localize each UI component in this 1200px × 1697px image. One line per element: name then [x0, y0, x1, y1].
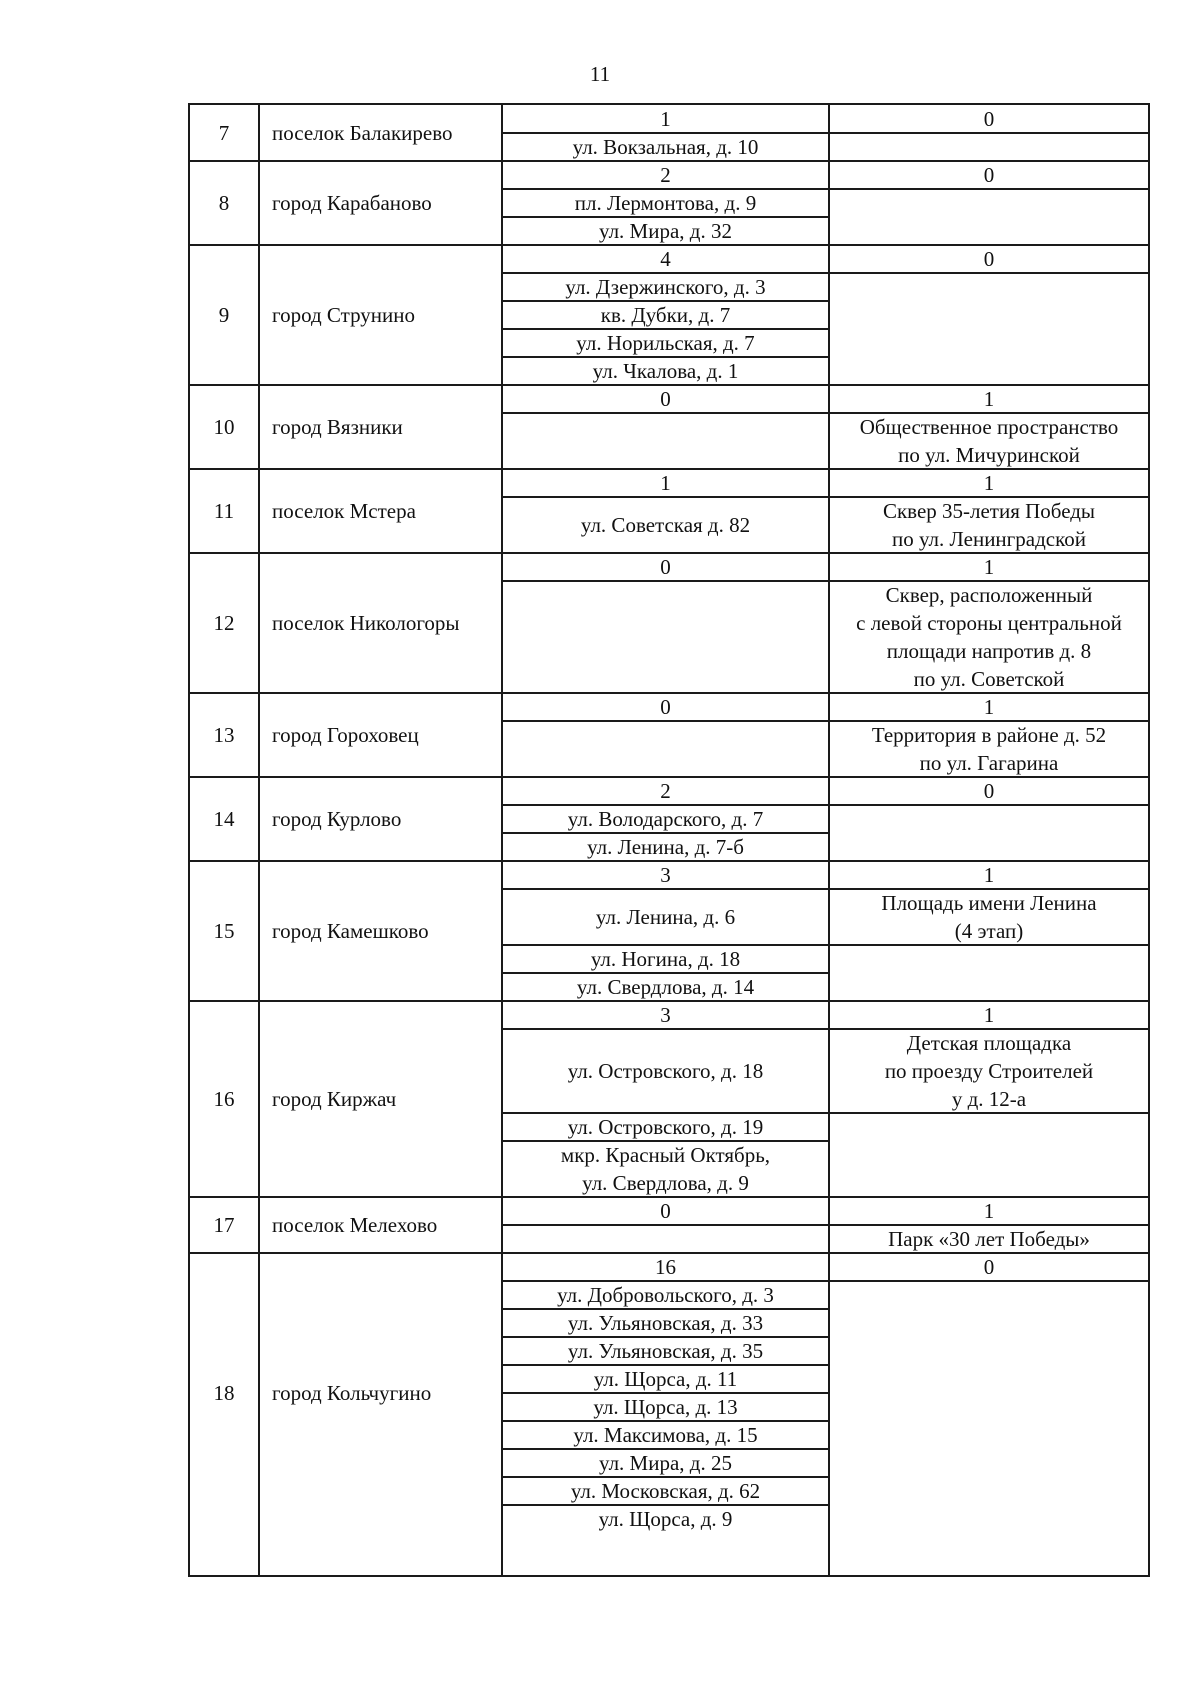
yard-address-line: ул. Володарского, д. 7 — [567, 807, 764, 831]
yard-address-lines — [576, 329, 754, 357]
yard-count: 0 — [660, 387, 671, 411]
public-space-count: 0 — [983, 1255, 995, 1279]
public-space-count: 1 — [983, 1199, 995, 1223]
yard-address-lines — [601, 301, 730, 329]
yard-address-cell — [503, 1309, 828, 1337]
public-space-line: Парк «30 лет Победы» — [888, 1227, 1090, 1251]
yard-address-cell — [503, 301, 828, 329]
yard-count: 0 — [660, 1199, 671, 1223]
settlement-name: поселок Мстера — [272, 499, 416, 523]
yard-address-line: ул. Щорса, д. 11 — [593, 1367, 738, 1391]
yard-address-lines — [581, 511, 750, 539]
settlement-name: поселок Мелехово — [272, 1213, 438, 1237]
public-space-lines — [872, 721, 1106, 777]
yard-address-cell — [503, 1029, 828, 1113]
public-space-line: по проезду Строителей — [884, 1059, 1094, 1083]
public-space-cell — [830, 273, 1148, 385]
public-space-line: Сквер, расположенный — [885, 583, 1093, 607]
yard-address-cell — [503, 973, 828, 1001]
yard-address-line: мкр. Красный Октябрь, — [560, 1143, 771, 1167]
yard-address-line: ул. Добровольского, д. 3 — [557, 1283, 774, 1307]
yard-address-cell — [503, 721, 828, 777]
yard-address-cell — [503, 945, 828, 973]
page-number: 11 — [589, 62, 611, 86]
yard-address-cell — [503, 1281, 828, 1309]
public-space-lines — [885, 1029, 1093, 1113]
settlement-name: поселок Балакирево — [272, 121, 453, 145]
yard-address-cell — [503, 805, 828, 833]
public-space-line: по ул. Советской — [913, 667, 1065, 691]
public-space-line: (4 этап) — [954, 919, 1024, 943]
yard-address-lines — [593, 357, 739, 385]
settlement-name: город Киржач — [272, 1087, 397, 1111]
yard-address-lines — [599, 1505, 733, 1533]
yard-address-lines — [573, 1421, 757, 1449]
row-number: 9 — [218, 303, 230, 327]
table-bottom-border — [188, 1575, 1150, 1577]
public-space-cell — [830, 1225, 1148, 1253]
public-space-line: по ул. Мичуринской — [898, 443, 1080, 467]
yard-address-lines — [561, 1141, 770, 1197]
settlement-name: поселок Никологоры — [272, 611, 460, 635]
yard-count: 4 — [660, 247, 671, 271]
yard-address-line: ул. Ногина, д. 18 — [590, 947, 741, 971]
public-space-lines — [881, 889, 1096, 945]
yard-address-lines — [568, 1337, 763, 1365]
yard-address-cell — [503, 889, 828, 945]
yard-address-cell — [503, 581, 828, 693]
settlement-name: город Карабаново — [272, 191, 432, 215]
row-number: 14 — [213, 807, 235, 831]
yard-address-lines — [568, 1309, 763, 1337]
yard-address-lines — [557, 1281, 774, 1309]
public-space-count: 1 — [983, 387, 995, 411]
yard-address-line: ул. Вокзальная, д. 10 — [572, 135, 759, 159]
yard-address-cell — [503, 497, 828, 553]
yard-address-lines — [596, 903, 735, 931]
yard-address-cell — [503, 273, 828, 301]
row-number: 18 — [213, 1381, 235, 1405]
public-space-count: 0 — [983, 107, 995, 131]
yard-count: 1 — [660, 107, 671, 131]
public-space-lines — [856, 581, 1122, 693]
yard-address-line: кв. Дубки, д. 7 — [600, 303, 731, 327]
public-space-count: 1 — [983, 695, 995, 719]
public-space-count: 1 — [983, 555, 995, 579]
yard-address-cell — [503, 1337, 828, 1365]
row-number: 10 — [213, 415, 235, 439]
yard-address-line: ул. Ленина, д. 6 — [595, 905, 736, 929]
row-number: 12 — [213, 611, 235, 635]
yard-address-lines — [565, 273, 765, 301]
yard-address-lines — [599, 1449, 732, 1477]
yard-address-cell — [503, 833, 828, 861]
settlement-name: город Вязники — [272, 415, 403, 439]
row-number: 15 — [213, 919, 235, 943]
public-space-line: площади напротив д. 8 — [886, 639, 1092, 663]
public-space-line: Общественное пространство — [859, 415, 1119, 439]
settlement-name: город Камешково — [272, 919, 429, 943]
settlement-name: город Кольчугино — [272, 1381, 432, 1405]
public-space-count: 1 — [983, 863, 995, 887]
public-space-line: по ул. Гагарина — [919, 751, 1059, 775]
yard-count: 2 — [660, 779, 671, 803]
settlement-name: город Гороховец — [272, 723, 419, 747]
yard-address-lines — [571, 1477, 760, 1505]
yard-address-cell — [503, 413, 828, 469]
yard-address-cell — [503, 1365, 828, 1393]
public-space-cell — [830, 945, 1148, 1001]
yard-count: 0 — [660, 555, 671, 579]
public-space-line: Площадь имени Ленина — [881, 891, 1097, 915]
yard-address-line: ул. Норильская, д. 7 — [576, 331, 755, 355]
yard-count: 2 — [660, 163, 671, 187]
yard-address-line: ул. Мира, д. 25 — [599, 1451, 732, 1475]
public-space-count: 0 — [983, 247, 995, 271]
yard-address-line: ул. Дзержинского, д. 3 — [565, 275, 766, 299]
public-space-line: Детская площадка — [906, 1031, 1072, 1055]
row-number: 17 — [213, 1213, 235, 1237]
row-number: 11 — [213, 499, 235, 523]
public-space-lines — [883, 497, 1095, 553]
yard-address-cell — [503, 1505, 828, 1533]
yard-address-line: ул. Максимова, д. 15 — [573, 1423, 758, 1447]
row-number: 16 — [213, 1087, 235, 1111]
yard-address-cell — [503, 1141, 828, 1197]
yard-address-line: ул. Щорса, д. 9 — [598, 1507, 733, 1531]
public-space-cell — [830, 581, 1148, 693]
yard-count: 0 — [660, 695, 671, 719]
yard-address-line: ул. Островского, д. 19 — [567, 1115, 764, 1139]
public-space-line: Сквер 35-летия Победы — [882, 499, 1096, 523]
yard-count: 3 — [660, 1003, 671, 1027]
yard-address-lines — [568, 805, 763, 833]
yard-address-line: ул. Свердлова, д. 14 — [576, 975, 755, 999]
public-space-cell — [830, 721, 1148, 777]
yard-address-cell — [503, 189, 828, 217]
public-space-cell — [830, 497, 1148, 553]
public-space-count: 0 — [983, 163, 995, 187]
row-number: 8 — [218, 191, 230, 215]
public-space-count: 1 — [983, 1003, 995, 1027]
yard-address-cell — [503, 1113, 828, 1141]
yard-address-cell — [503, 1225, 828, 1253]
public-space-count: 1 — [983, 471, 995, 495]
public-space-cell — [830, 1029, 1148, 1113]
settlement-name: город Курлово — [272, 807, 402, 831]
yard-address-lines — [575, 189, 756, 217]
yard-address-cell — [503, 357, 828, 385]
public-space-cell — [830, 133, 1148, 161]
public-space-lines — [860, 413, 1119, 469]
yard-address-lines — [573, 133, 759, 161]
yard-address-line: ул. Свердлова, д. 9 — [582, 1171, 749, 1195]
program-table — [188, 103, 1150, 1577]
yard-count: 16 — [655, 1255, 676, 1279]
yard-address-lines — [587, 833, 744, 861]
public-space-cell — [830, 1113, 1148, 1197]
yard-address-lines — [577, 973, 754, 1001]
public-space-line: с левой стороны центральной — [856, 611, 1122, 635]
yard-address-cell — [503, 217, 828, 245]
yard-address-cell — [503, 1449, 828, 1477]
settlement-name: город Струнино — [272, 303, 416, 327]
yard-address-lines — [599, 217, 732, 245]
public-space-line: у д. 12-а — [951, 1087, 1027, 1111]
public-space-cell — [830, 1281, 1148, 1533]
table-right-border — [1148, 103, 1150, 1577]
row-number: 7 — [218, 121, 230, 145]
public-space-line: Территория в районе д. 52 — [871, 723, 1107, 747]
yard-address-lines — [593, 1393, 737, 1421]
yard-count: 3 — [660, 863, 671, 887]
public-space-cell — [830, 889, 1148, 945]
yard-address-line: пл. Лермонтова, д. 9 — [574, 191, 757, 215]
yard-count: 1 — [660, 471, 671, 495]
public-space-line: по ул. Ленинградской — [891, 527, 1086, 551]
yard-address-cell — [503, 329, 828, 357]
yard-address-line: ул. Щорса, д. 13 — [593, 1395, 738, 1419]
public-space-cell — [830, 189, 1148, 245]
yard-address-cell — [503, 1477, 828, 1505]
yard-address-line: ул. Мира, д. 32 — [599, 219, 732, 243]
yard-address-line: ул. Ленина, д. 7-б — [587, 835, 744, 859]
yard-address-line: ул. Островского, д. 18 — [567, 1059, 764, 1083]
yard-address-cell — [503, 133, 828, 161]
public-space-cell — [830, 805, 1148, 861]
yard-address-lines — [591, 945, 740, 973]
yard-address-cell — [503, 1393, 828, 1421]
yard-address-cell — [503, 1421, 828, 1449]
yard-address-line: ул. Советская д. 82 — [580, 513, 751, 537]
yard-address-lines — [568, 1113, 764, 1141]
yard-address-lines — [568, 1057, 764, 1085]
public-space-count: 0 — [983, 779, 995, 803]
yard-address-line: ул. Московская, д. 62 — [570, 1479, 761, 1503]
yard-address-lines — [594, 1365, 738, 1393]
yard-address-line: ул. Чкалова, д. 1 — [592, 359, 739, 383]
yard-address-line: ул. Ульяновская, д. 35 — [567, 1339, 764, 1363]
public-space-lines — [888, 1225, 1090, 1253]
yard-address-line: ул. Ульяновская, д. 33 — [567, 1311, 764, 1335]
row-number: 13 — [213, 723, 235, 747]
public-space-cell — [830, 413, 1148, 469]
